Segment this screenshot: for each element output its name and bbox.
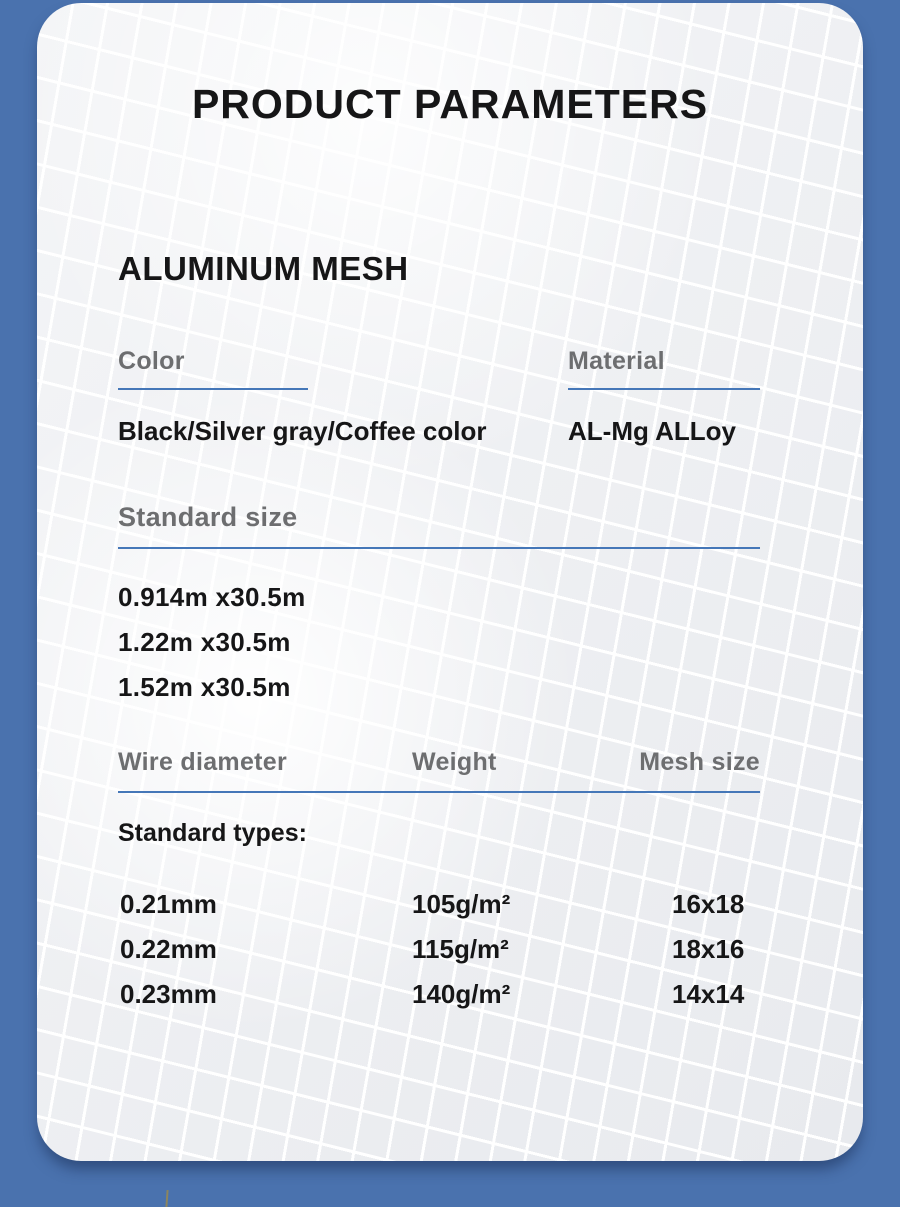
size-item: 1.22m x30.5m (118, 627, 291, 657)
mesh-size-value: 14x14 (672, 979, 745, 1009)
material-value: AL-Mg ALLoy (568, 416, 736, 446)
standard-types-label: Standard types: (118, 819, 307, 847)
spec-table-section (118, 747, 760, 1024)
color-label: Color (118, 347, 185, 375)
material-label: Material (568, 347, 665, 375)
wire-diameter-header: Wire diameter (118, 748, 288, 776)
table-row (118, 979, 760, 1024)
standard-size-list (118, 575, 760, 710)
standard-size-label: Standard size (118, 502, 298, 532)
weight-header: Weight (412, 748, 497, 776)
standard-size-underline (118, 547, 760, 549)
color-value: Black/Silver gray/Coffee color (118, 416, 487, 446)
wire-diameter-value: 0.21mm (120, 889, 217, 919)
mesh-size-value: 16x18 (672, 889, 745, 919)
material-underline (568, 388, 760, 390)
bottom-divider-line (165, 1190, 168, 1207)
size-item: 0.914m x30.5m (118, 582, 306, 612)
table-row (118, 889, 760, 934)
color-underline (118, 388, 308, 390)
table-row (118, 934, 760, 979)
weight-value: 115g/m² (412, 934, 509, 964)
color-field (118, 346, 486, 446)
mesh-size-header: Mesh size (639, 748, 760, 776)
mesh-size-value: 18x16 (672, 934, 745, 964)
standard-size-section (118, 501, 760, 710)
weight-value: 105g/m² (412, 889, 511, 919)
size-item: 1.52m x30.5m (118, 672, 291, 702)
wire-diameter-value: 0.23mm (120, 979, 217, 1009)
wire-diameter-value: 0.22mm (120, 934, 217, 964)
weight-value: 140g/m² (412, 979, 511, 1009)
material-field (568, 346, 760, 446)
spec-table-header-row (118, 747, 760, 777)
page-title: PRODUCT PARAMETERS (191, 81, 709, 127)
spec-table-underline (118, 791, 760, 793)
product-parameters-card (37, 3, 863, 1161)
product-name: ALUMINUM MESH (118, 250, 409, 287)
spec-table-body (118, 889, 760, 1024)
